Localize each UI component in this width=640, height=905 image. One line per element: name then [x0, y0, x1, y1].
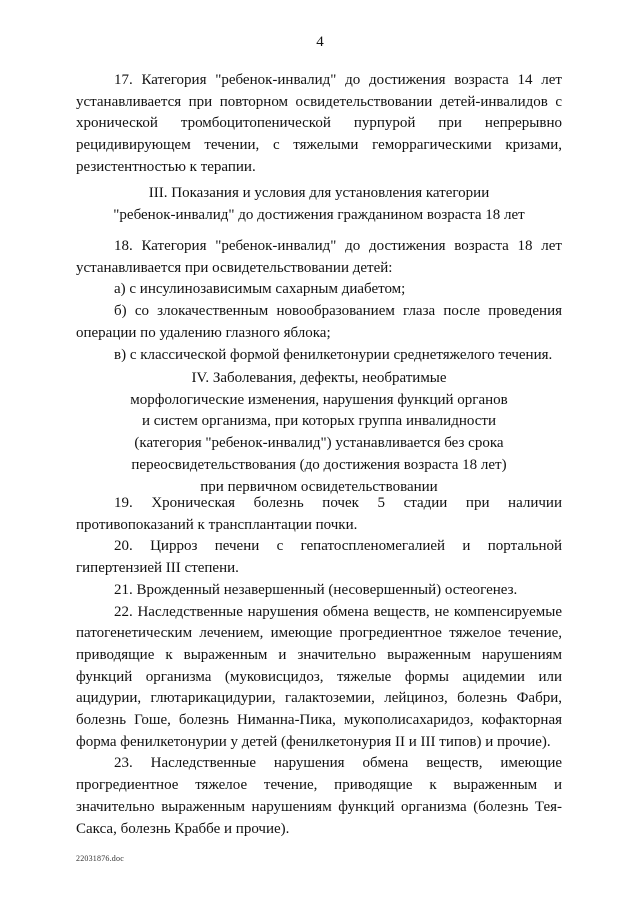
paragraph-17: 17. Категория "ребенок-инвалид" до достижения возраста 14 лет устанавливается при повторном освидетельствовании детей-инвалидов с хронической тромбоцитопенической пурпурой при непрерывно рецидивирующем течении, с тяжелыми геморрагическими кризами, резистентностью к терапии. [76, 72, 562, 175]
page-number: 4 [316, 34, 324, 50]
document-footer-filename: 22031876.doc [76, 854, 124, 863]
heading-4-line-3: и систем организма, при которых группа инвалидности [142, 413, 496, 430]
heading-3-line-2: "ребенок-инвалид" до достижения гражданином возраста 18 лет [113, 206, 525, 223]
sections-19-23-block [76, 493, 562, 840]
paragraph-22: 22. Наследственные нарушения обмена веществ, не компенсируемые патогенетическим лечением, имеющие прогредиентное тяжелое течение, приводящие к выраженным и значительно выраженным нарушениям функций организма (муковисцидоз, тяжелые формы ацидемии или ацидурии, глютарикацидурии, галактоземии, лейциноз, болезнь Фабри, болезнь Гоше, болезнь Ниманна-Пика, мукополисахаридоз, кофакторная форма фенилкетонурии у детей (фенилкетонурия II и III типов) и прочие). [76, 603, 562, 750]
heading-4-line-2: морфологические изменения, нарушения функций органов [130, 391, 508, 408]
paragraph-18-intro: 18. Категория "ребенок-инвалид" до достижения возраста 18 лет устанавливается при освидетельствовании детей: [76, 238, 562, 276]
heading-3-line-1: III. Показания и условия для установления категории [148, 185, 490, 201]
paragraph-18-item-c: в) с классической формой фенилкетонурии среднетяжелого течения. [114, 346, 553, 363]
paragraph-18-item-b: б) со злокачественным новообразованием глаза после проведения операции по удалению глазного яблока; [76, 303, 562, 341]
section-17-block [76, 70, 562, 179]
paragraph-19: 19. Хроническая болезнь почек 5 стадии при наличии противопоказаний к трансплантации почки. [76, 495, 562, 533]
section-heading-4 [76, 368, 562, 498]
paragraph-18-item-a: а) с инсулинозависимым сахарным диабетом; [114, 281, 406, 298]
paragraph-20: 20. Цирроз печени с гепатоспленомегалией и портальной гипертензией III степени. [76, 538, 562, 577]
heading-4-line-4: (категория "ребенок-инвалид") устанавливается без срока [134, 435, 504, 452]
paragraph-23: 23. Наследственные нарушения обмена веществ, имеющие прогредиентное тяжелое течение, приводящие к выраженным и значительно выраженным нарушениям функций организма (болезнь Тея-Сакса, болезнь Краббе и прочие). [76, 755, 562, 837]
heading-4-line-1: IV. Заболевания, дефекты, необратимые [191, 370, 447, 386]
section-heading-3 [76, 183, 562, 226]
heading-4-line-6: при первичном освидетельствовании [200, 478, 438, 495]
heading-4-line-5: переосвидетельствования (до достижения возраста 18 лет) [131, 456, 507, 473]
paragraph-21: 21. Врожденный незавершенный (несовершенный) остеогенез. [114, 581, 518, 598]
section-18-block [76, 236, 562, 366]
